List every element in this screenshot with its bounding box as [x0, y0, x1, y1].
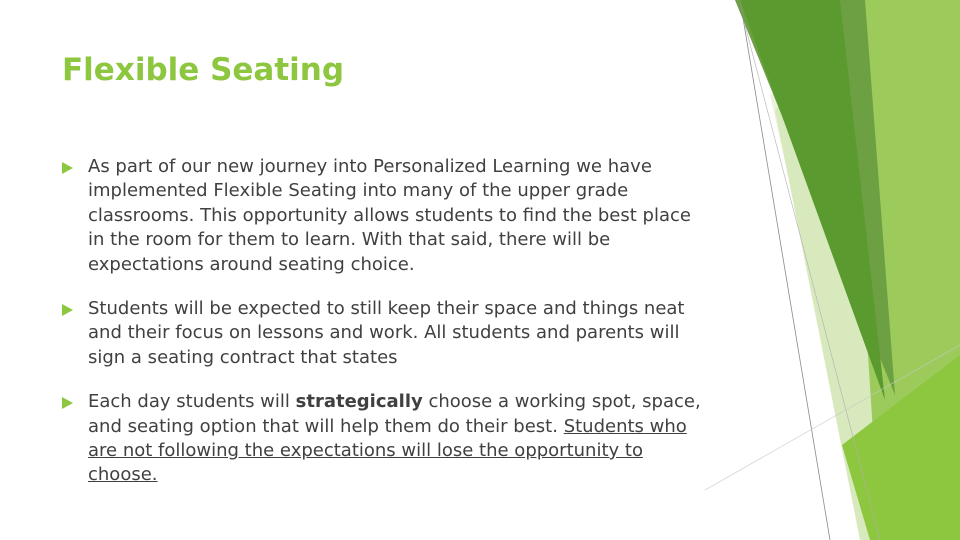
bullet-text-emphasis: strategically [295, 391, 423, 413]
bullet-text-underlined: Students who are not following the expectations will lose the opportunity to choose. [88, 415, 687, 486]
triangle-right-icon [62, 162, 73, 174]
triangle-right-icon [62, 397, 73, 409]
bullet-item-daily-choice [62, 390, 712, 488]
bullet-text-middle: choose a working spot, space, and seating option that will help them do their best. [88, 391, 701, 437]
triangle-right-icon [62, 304, 73, 316]
bullet-item-expectations [62, 297, 712, 370]
bullet-text: Students will be expected to still keep their space and things neat and their focus on lessons and work. All students and parents will sign a seating contract that states [88, 298, 685, 368]
slide-title: Flexible Seating [62, 52, 345, 88]
bullet-text: As part of our new journey into Personalized Learning we have implemented Flexible Seating into many of the upper grade classrooms. This opportunity allows students to find the best place in the room for them to learn. With that said, there will be expectations around seating choice. [88, 156, 691, 275]
bullet-text-lead: Each day students will [88, 391, 296, 413]
bullet-item-personalized-learning [62, 155, 712, 277]
bullet-list [62, 155, 712, 508]
